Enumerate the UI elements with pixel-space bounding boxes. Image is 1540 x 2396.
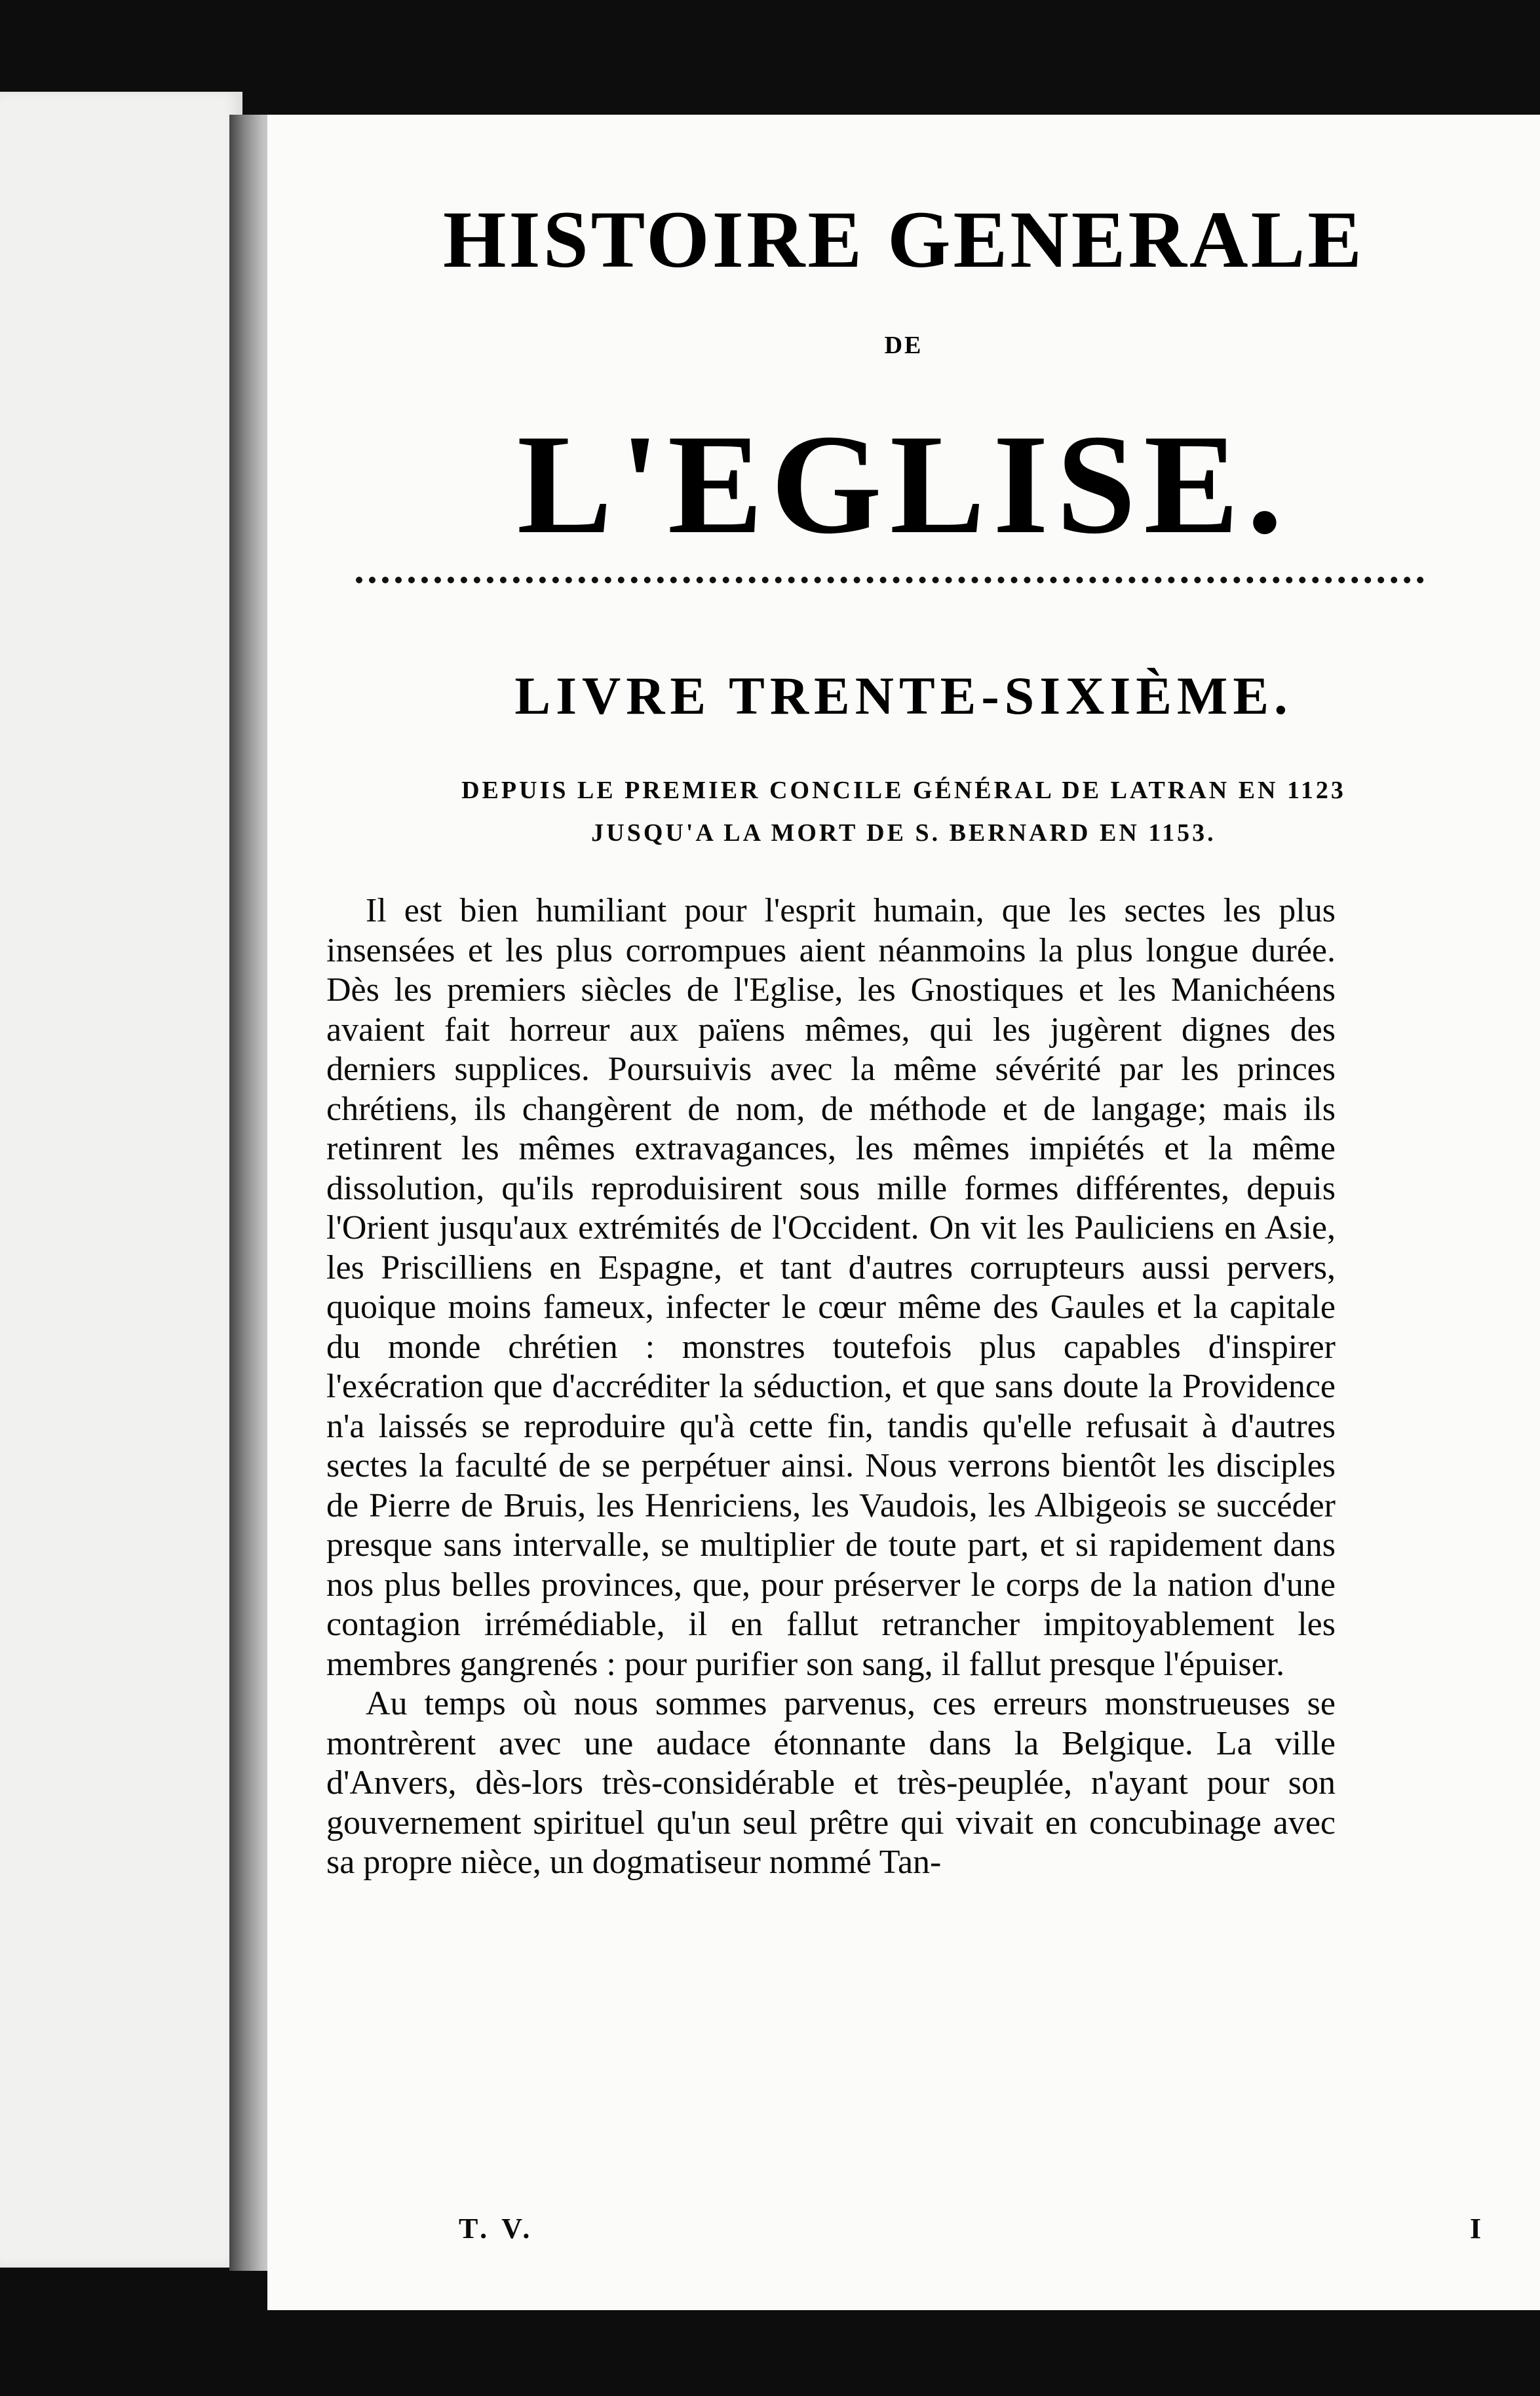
book-page <box>267 115 1540 2310</box>
subtitle-line2: JUSQU'A LA MORT DE S. BERNARD EN 1153. <box>591 819 1216 847</box>
dotted-rule <box>356 577 1424 583</box>
title-line1: HISTOIRE GENERALE <box>442 195 1365 284</box>
page-signature: I <box>1470 2212 1482 2245</box>
left-page <box>0 92 242 2268</box>
title-line2: L'EGLISE. <box>516 406 1291 564</box>
volume-signature: T. V. <box>459 2212 534 2245</box>
body-text <box>326 891 1336 1883</box>
paragraph: Au temps où nous sommes parvenus, ces erreurs monstrueuses se montrèrent avec une audace étonnante dans la Belgique. La ville d'Anvers, dès-lors très-considérable et très-peuplée, n'ayant pour son gouvernement spirituel qu'un seul prêtre qui vivait en concubinage avec sa propre nièce, un dogmatiseur nommé Tan- <box>326 1685 1336 1881</box>
title-de: DE <box>884 332 923 359</box>
subtitle-line1: DEPUIS LE PREMIER CONCILE GÉNÉRAL DE LATRAN EN 1123 <box>461 777 1346 804</box>
paragraph: Il est bien humiliant pour l'esprit humain, que les sectes les plus insensées et les plus corrompues aient néanmoins la plus longue durée. Dès les premiers siècles de l'Eglise, les Gnostiques et les Manichéens avaient fait horreur aux païens mêmes, qui les jugèrent dignes des derniers supplices. Poursuivis avec la même sévérité par les princes chrétiens, ils changèrent de nom, de méthode et de langage; mais ils retinrent les mêmes extravagances, les mêmes impiétés et la même dissolution, qu'ils reproduisirent sous mille formes différentes, depuis l'Orient jusqu'aux extrémités de l'Occident. On vit les Pauliciens en Asie, les Priscilliens en Espagne, et tant d'autres corrupteurs aussi pervers, quoique moins fameux, infecter le cœur même des Gaules et la capitale du monde chrétien : monstres toutefois plus capables d'inspirer l'exécration que d'accréditer la séduction, et que sans doute la Providence n'a laissés se reproduire qu'à cette fin, tandis qu'elle refusait à d'autres sectes la faculté de se perpétuer ainsi. Nous verrons bientôt les disciples de Pierre de Bruis, les Henriciens, les Vaudois, les Albigeois se succéder presque sans intervalle, se multiplier de toute part, et si rapidement dans nos plus belles provinces, que, pour préserver le corps de la nation d'une contagion irrémédiable, il en fallut retrancher impitoyablement les membres gangrenés : pour purifier son sang, il fallut presque l'épuiser. <box>326 892 1336 1683</box>
book-title: LIVRE TRENTE-SIXIÈME. <box>514 666 1293 725</box>
